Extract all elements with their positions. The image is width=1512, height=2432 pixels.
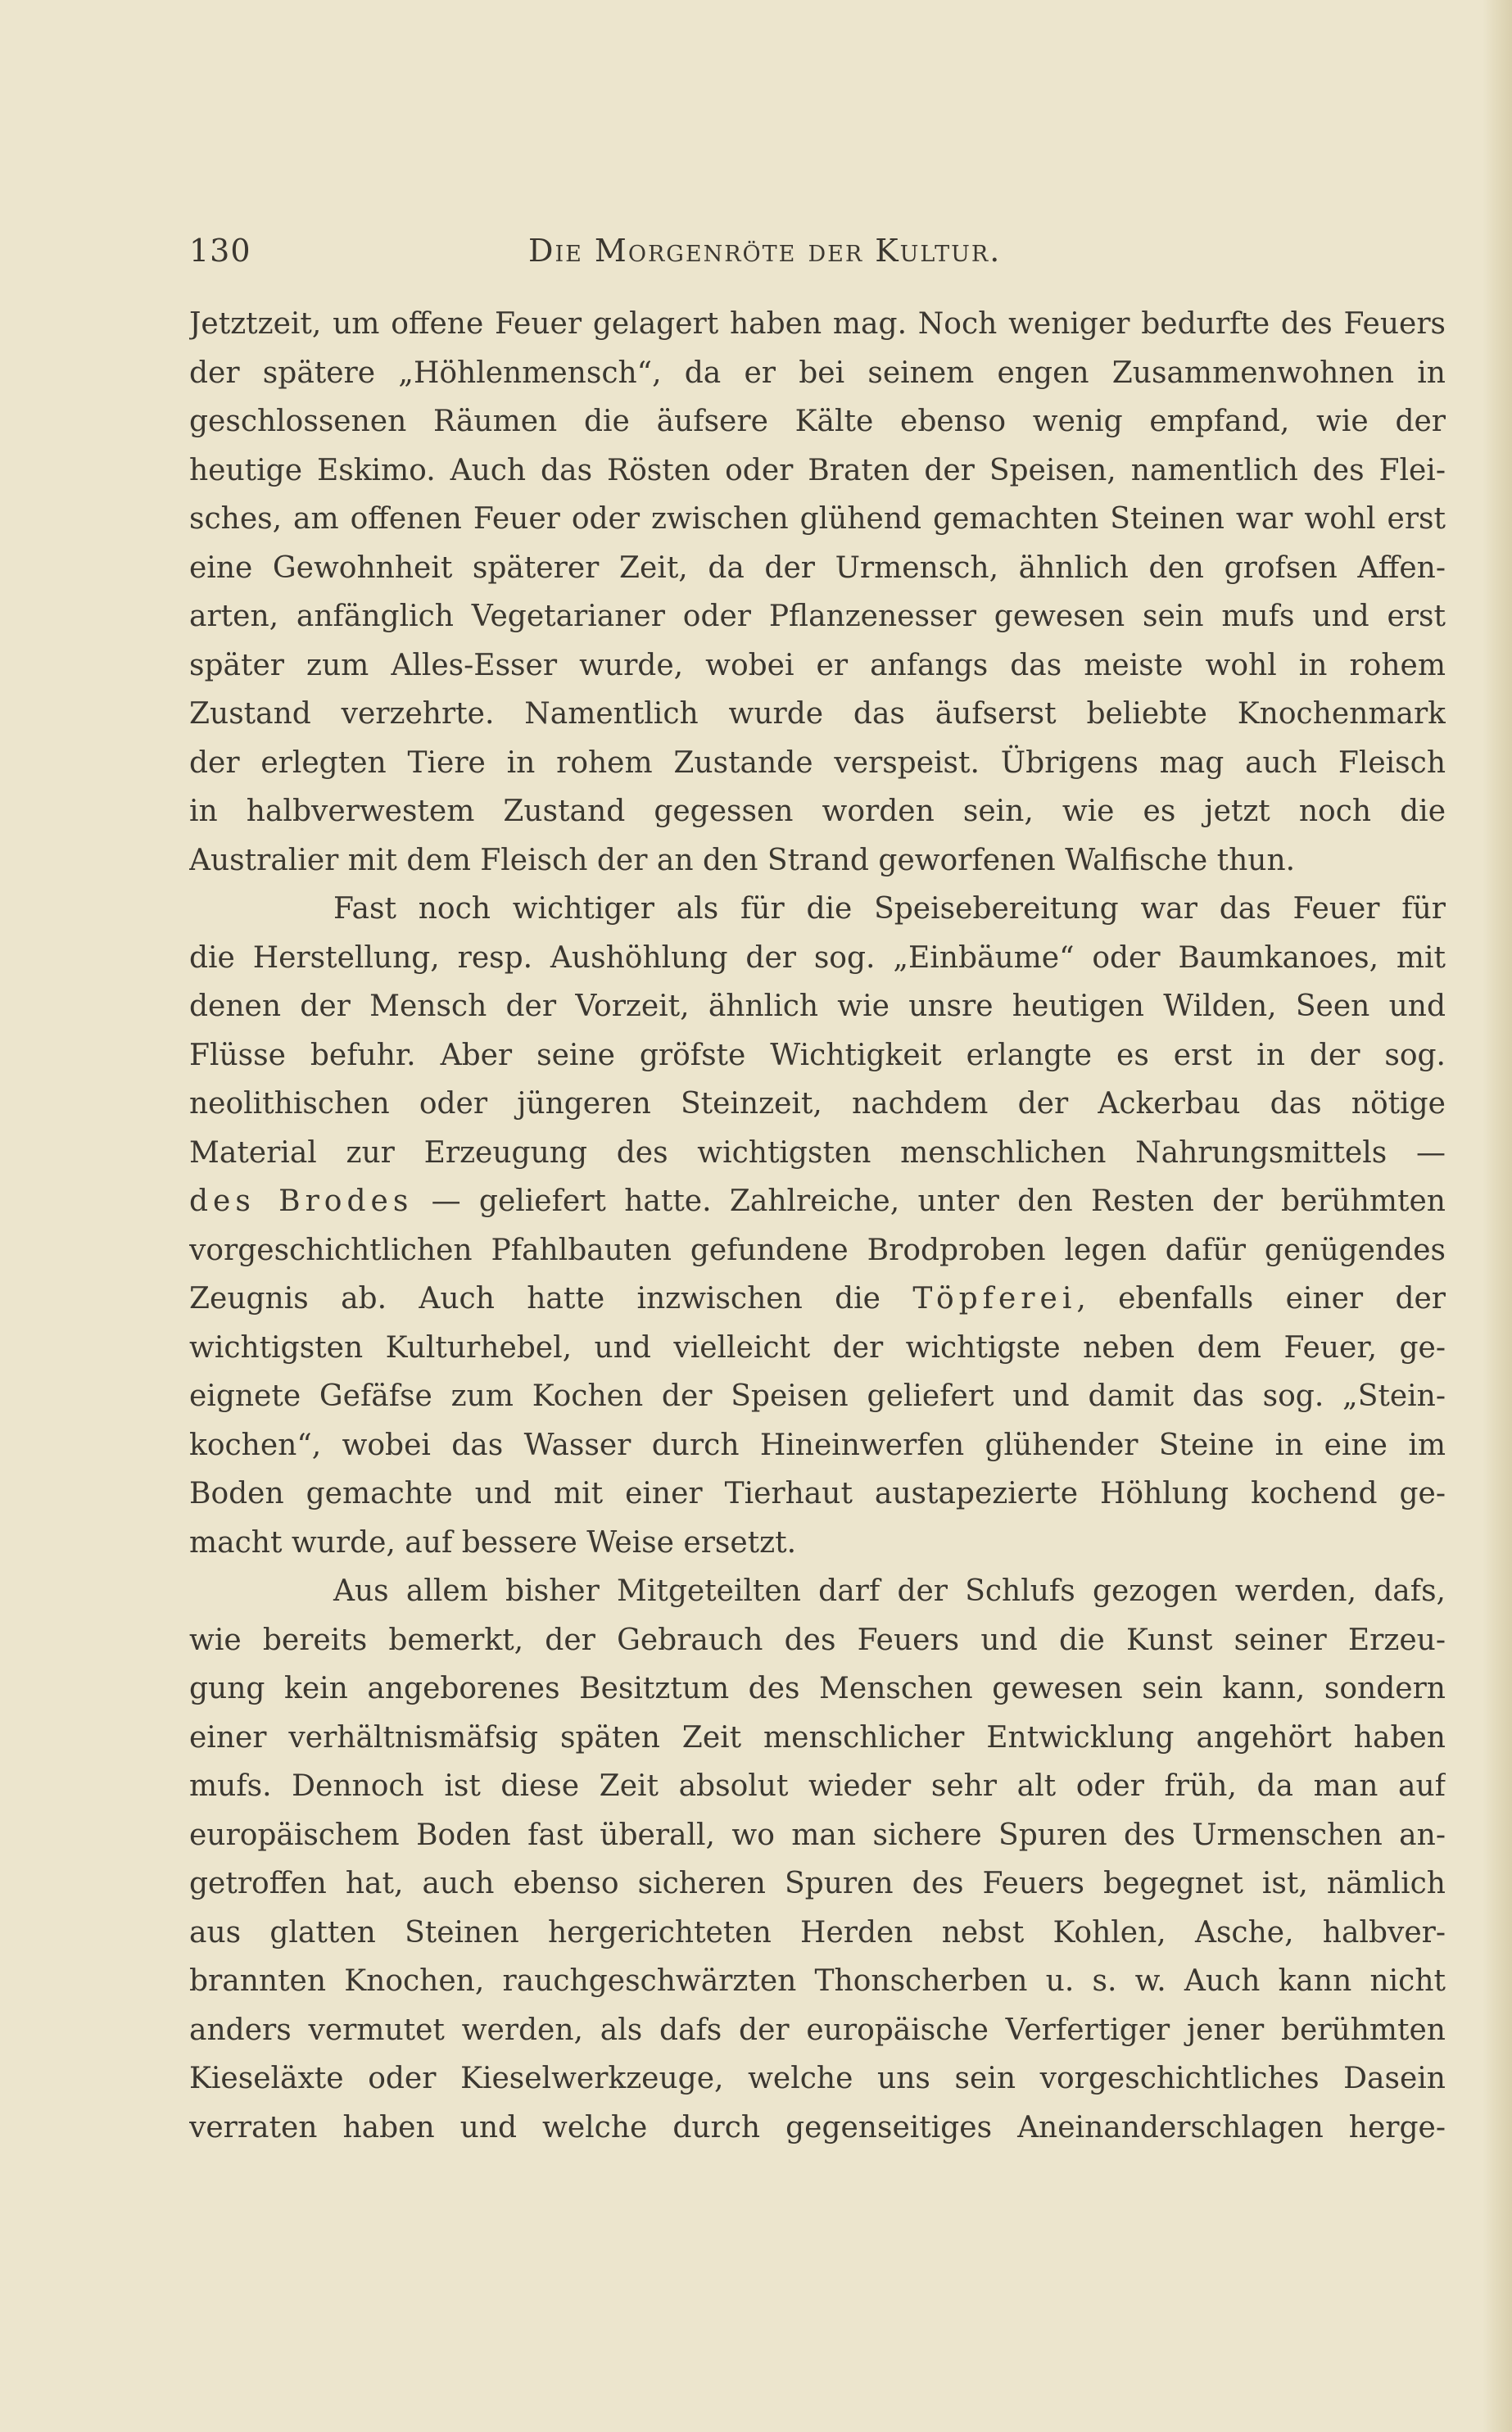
text-line: arten, anfänglich Vegetarianer oder Pflanzenesser gewesen sein mufs und erst [189, 600, 1446, 633]
running-title: Die Morgenröte der Kultur. [528, 233, 1002, 269]
text-line: vorgeschichtlichen Pfahlbauten gefundene Brodproben legen dafür genügendes [189, 1233, 1446, 1267]
text-line: sches, am offenen Feuer oder zwischen glühend gemachten Steinen war wohl erst [189, 502, 1446, 536]
text-line: macht wurde, auf bessere Weise ersetzt. [189, 1525, 797, 1560]
page-header [189, 226, 1446, 275]
text-line: heutige Eskimo. Auch das Rösten oder Braten der Speisen, namentlich des Flei- [189, 453, 1446, 487]
text-line: aus glatten Steinen hergerichteten Herden nebst Kohlen, Asche, halbver- [189, 1915, 1446, 1950]
text-line: der spätere „Höhlenmensch“, da er bei seinem engen Zusammenwohnen in [189, 356, 1446, 390]
text-line: anders vermutet werden, als dafs der europäische Verfertiger jener berühmten [189, 2013, 1446, 2047]
line-text-pre: Zeugnis ab. Auch hatte inzwischen die [189, 1282, 913, 1316]
text-line: mufs. Dennoch ist diese Zeit absolut wieder sehr alt oder früh, da man auf [189, 1769, 1446, 1803]
text-line: geschlossenen Räumen die äufsere Kälte ebenso wenig empfand, wie der [189, 405, 1446, 438]
text-line: denen der Mensch der Vorzeit, ähnlich wie unsre heutigen Wilden, Seen und [189, 990, 1446, 1023]
text-line: einer verhältnismäfsig späten Zeit menschlicher Entwicklung angehört haben [189, 1720, 1446, 1755]
page-number: 130 [189, 233, 251, 269]
page-edge [1483, 0, 1512, 2432]
line-text-post: — geliefert hatte. Zahlreiche, unter den Resten der berühmten [413, 1184, 1446, 1218]
text-line [189, 1177, 1446, 1226]
paragraph-start-line: Aus allem bisher Mitgeteilten darf der Schlufs gezogen werden, dafs, [333, 1574, 1446, 1608]
text-line: brannten Knochen, rauchgeschwärzten Thonscherben u. s. w. Auch kann nicht [189, 1964, 1446, 1998]
line-text-post: , ebenfalls einer der [1076, 1282, 1446, 1316]
text-line [189, 1275, 1446, 1324]
text-line: eignete Gefäfse zum Kochen der Speisen geliefert und damit das sog. „Stein- [189, 1379, 1446, 1413]
text-line: gung kein angeborenes Besitztum des Menschen gewesen sein kann, sondern [189, 1672, 1446, 1705]
text-line: Australier mit dem Fleisch der an den Strand geworfenen Walfische thun. [189, 843, 1296, 877]
paragraph-start-line: Fast noch wichtiger als für die Speisebereitung war das Feuer für [333, 892, 1446, 926]
text-line: eine Gewohnheit späterer Zeit, da der Urmensch, ähnlich den grofsen Affen- [189, 550, 1446, 585]
text-line: Zustand verzehrte. Namentlich wurde das äufserst beliebte Knochenmark [189, 697, 1446, 731]
text-line: wie bereits bemerkt, der Gebrauch des Feuers und die Kunst seiner Erzeu- [189, 1623, 1446, 1657]
text-line: in halbverwestem Zustand gegessen worden sein, wie es jetzt noch die [189, 795, 1446, 828]
text-line: kochen“, wobei das Wasser durch Hineinwerfen glühender Steine in eine im [189, 1428, 1446, 1462]
text-line: getroffen hat, auch ebenso sicheren Spuren des Feuers begegnet ist, nämlich [189, 1867, 1446, 1900]
body-text [189, 300, 1446, 2152]
text-line: die Herstellung, resp. Aushöhlung der sog. „Einbäume“ oder Baumkanoes, mit [189, 940, 1446, 975]
text-line: europäischem Boden fast überall, wo man sichere Spuren des Urmenschen an- [189, 1818, 1446, 1852]
text-line: der erlegten Tiere in rohem Zustande verspeist. Übrigens mag auch Fleisch [189, 745, 1446, 780]
text-line: Kieseläxte oder Kieselwerkzeuge, welche uns sein vorgeschichtliches Dasein [189, 2062, 1446, 2095]
text-line: Flüsse befuhr. Aber seine gröfste Wichtigkeit erlangte es erst in der sog. [189, 1038, 1446, 1072]
text-line: Boden gemachte und mit einer Tierhaut austapezierte Höhlung kochend ge- [189, 1477, 1446, 1510]
text-line: neolithischen oder jüngeren Steinzeit, nachdem der Ackerbau das nötige [189, 1087, 1446, 1121]
spaced-emphasis: des Brodes [189, 1184, 414, 1218]
text-line: verraten haben und welche durch gegenseitiges Aneinanderschlagen herge- [189, 2110, 1446, 2144]
spaced-emphasis: Töpferei [912, 1282, 1077, 1316]
text-line: Jetztzeit, um offene Feuer gelagert haben mag. Noch weniger bedurfte des Feuers [189, 307, 1446, 341]
text-line: später zum Alles-Esser wurde, wobei er anfangs das meiste wohl in rohem [189, 648, 1446, 682]
text-line: wichtigsten Kulturhebel, und vielleicht der wichtigste neben dem Feuer, ge- [189, 1330, 1446, 1365]
text-line: Material zur Erzeugung des wichtigsten menschlichen Nahrungsmittels — [189, 1135, 1446, 1170]
